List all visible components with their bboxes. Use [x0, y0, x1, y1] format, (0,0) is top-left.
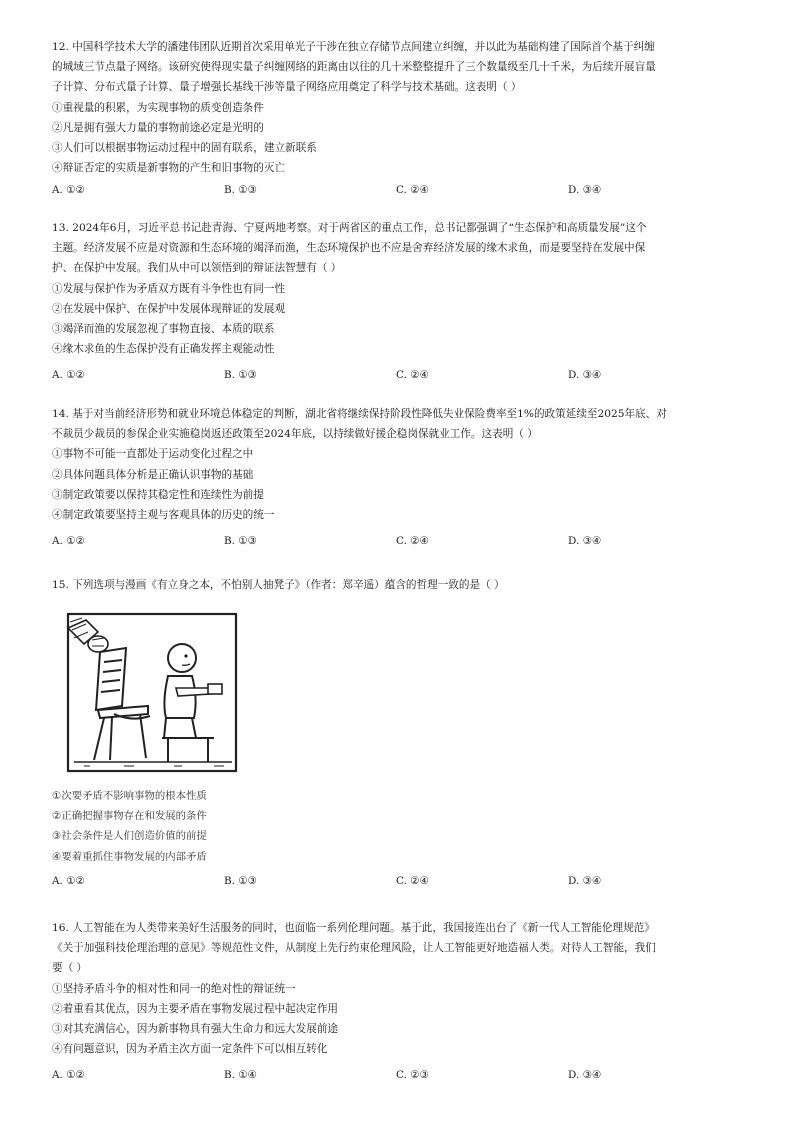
q12-line: 子计算、分布式量子计算、量子增强长基线干涉等量子网络应用奠定了科学与技术基础。这表明（ ）	[52, 81, 522, 94]
q14-line: 14. 基于对当前经济形势和就业环境总体稳定的判断，湖北省将继续保持阶段性降低失业保险费率至1%的政策延续至2025年底、对	[52, 408, 667, 420]
q12-item-4: ④辩证否定的实质是新事物的产生和旧事物的灭亡	[52, 162, 286, 175]
q13-item-2: ②在发展中保护、在保护中发展体现辩证的发展观	[52, 302, 286, 315]
q13-option-a[interactable]: A. ①②	[52, 369, 85, 382]
q13-option-d[interactable]: D. ③④	[568, 369, 602, 382]
q15-option-d[interactable]: D. ③④	[568, 874, 602, 887]
q12-line: 的城域三节点量子网络。该研究使得现实量子纠缠网络的距离由以往的几十米整整提升了三个数量级至几十千米，为后续开展盲量	[52, 61, 656, 74]
q12-option-b[interactable]: B. ①③	[224, 184, 257, 197]
q13-line: 主题。经济发展不应是对资源和生态环境的竭泽而渔，生态环境保护也不应是舍弃经济发展的缘木求鱼，而是要坚持在发展中保	[52, 242, 646, 255]
q12-option-a[interactable]: A. ①②	[52, 184, 85, 197]
question-16	[52, 918, 742, 1085]
q16-item-3: ③对其充满信心，因为新事物具有强大生命力和远大发展前途	[52, 1023, 339, 1036]
q16-item-4: ④有问题意识，因为矛盾主次方面一定条件下可以相互转化	[52, 1043, 328, 1056]
q16-option-c[interactable]: C. ②③	[396, 1069, 429, 1082]
q15-item-1: ①次要矛盾不影响事物的根本性质	[52, 790, 207, 802]
q16-line: 要（ ）	[52, 962, 88, 975]
q14-option-d[interactable]: D. ③④	[568, 535, 602, 548]
question-14	[52, 404, 742, 551]
q13-line: 13. 2024年6月，习近平总书记赴青海、宁夏两地考察。对于两省区的重点工作，总书记都强调了“生态保护和高质量发展”这个	[52, 222, 647, 234]
q14-item-3: ③制定政策要以保持其稳定性和连续性为前提	[52, 488, 264, 501]
q14-option-b[interactable]: B. ①③	[224, 535, 257, 548]
comic-illustration	[64, 610, 240, 775]
q15-item-4: ④要着重抓住事物发展的内部矛盾	[52, 850, 207, 863]
q13-option-b[interactable]: B. ①③	[224, 369, 257, 382]
q15-option-b[interactable]: B. ①③	[224, 874, 257, 887]
q13-option-c[interactable]: C. ②④	[396, 369, 429, 382]
q13-options	[52, 365, 742, 385]
q13-item-1: ①发展与保护作为矛盾双方既有斗争性也有同一性	[52, 282, 286, 295]
q12-item-1: ①重视量的积累，为实现事物的质变创造条件	[52, 101, 264, 114]
q12-option-d[interactable]: D. ③④	[568, 184, 602, 197]
q15-option-c[interactable]: C. ②④	[396, 874, 429, 887]
q14-item-2: ②具体问题具体分析是正确认识事物的基础	[52, 468, 254, 481]
q13-line: 护、在保护中发展。我们从中可以领悟到的辩证法智慧有（ ）	[52, 262, 342, 275]
q12-item-2: ②凡是拥有强大力量的事物前途必定是光明的	[52, 121, 264, 134]
question-13	[52, 218, 742, 385]
q14-item-4: ④制定政策要坚持主观与客观具体的历史的统一	[52, 509, 275, 522]
q14-line: 不裁员少裁员的参保企业实施稳岗返还政策至2024年底，以持续做好援企稳岗保就业工作。这表明（ ）	[52, 428, 538, 441]
q12-item-3: ③人们可以根据事物运动过程中的固有联系，建立新联系	[52, 142, 317, 155]
question-15	[52, 575, 742, 595]
q16-options	[52, 1065, 742, 1085]
q16-line: 《关于加强科技伦理治理的意见》等规范性文件，从制度上先行约束伦理风险，让人工智能更好地造福人类。对待人工智能，我们	[52, 942, 656, 955]
q15-option-a[interactable]: A. ①②	[52, 874, 85, 887]
q14-option-c[interactable]: C. ②④	[396, 535, 429, 548]
q16-option-a[interactable]: A. ①②	[52, 1069, 85, 1082]
q15-item-3: ③社会条件是人们创造价值的前提	[52, 830, 207, 843]
q12-option-c[interactable]: C. ②④	[396, 184, 429, 197]
q16-item-1: ①坚持矛盾斗争的相对性和同一的绝对性的辩证统一	[52, 982, 296, 995]
question-12	[52, 37, 742, 200]
q14-options	[52, 531, 742, 551]
q12-line: 12. 中国科学技术大学的潘建伟团队近期首次采用单光子干涉在独立存储节点间建立纠缠，并以此为基础构建了国际首个基于纠缠	[52, 41, 655, 53]
q15-item-2: ②正确把握事物存在和发展的条件	[52, 810, 207, 823]
q16-option-b[interactable]: B. ①④	[224, 1069, 257, 1082]
q13-item-4: ④缘木求鱼的生态保护没有正确发挥主观能动性	[52, 343, 275, 356]
q13-item-3: ③竭泽而渔的发展忽视了事物直接、本质的联系	[52, 323, 275, 336]
q16-item-2: ②着重看其优点，因为主要矛盾在事物发展过程中起决定作用	[52, 1002, 339, 1015]
question-15-items	[52, 786, 742, 891]
q15-options	[52, 871, 742, 891]
q16-line: 16. 人工智能在为人类带来美好生活服务的同时，也面临一系列伦理问题。基于此，我国接连出台了《新一代人工智能伦理规范》	[52, 922, 655, 934]
q15-stem: 15. 下列选项与漫画《有立身之本，不怕别人抽凳子》（作者：郑辛遥）蕴含的哲理一致的是（ ）	[52, 579, 505, 591]
q16-option-d[interactable]: D. ③④	[568, 1069, 602, 1082]
q12-options	[52, 180, 742, 200]
q14-item-1: ①事物不可能一直都处于运动变化过程之中	[52, 448, 254, 461]
q14-option-a[interactable]: A. ①②	[52, 535, 85, 548]
